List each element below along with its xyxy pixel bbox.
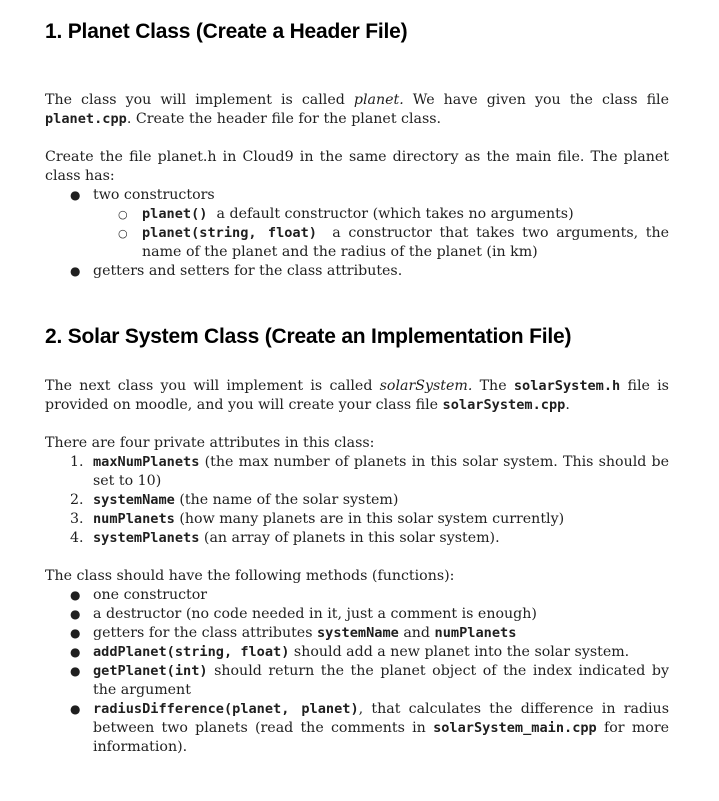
list-item <box>45 624 669 643</box>
attributes-intro: There are four private attributes in this class: <box>45 435 375 451</box>
list-item-text: getters and setters for the class attributes. <box>93 263 403 279</box>
methods-list <box>45 586 669 757</box>
text: (an array of planets in this solar system). <box>199 530 500 546</box>
list-item <box>45 510 669 529</box>
text: for more information). <box>93 720 669 755</box>
section1-create-paragraph: Create the file planet.h in Cloud9 in the same directory as the main file. The planet class has: <box>45 149 669 184</box>
text: getters for the class attributes <box>93 625 317 641</box>
bullet-icon: ● <box>70 645 81 659</box>
list-item-text <box>93 453 669 491</box>
list-item-text: two constructors <box>93 187 215 203</box>
bullet-icon: ● <box>70 626 81 640</box>
bullet-icon: ● <box>70 188 81 202</box>
planet-features-list <box>45 186 669 281</box>
text: should return the the planet object of the index indicated by the argument <box>93 663 669 698</box>
text: , that calculates the difference in radius between two planets (read the comments in <box>93 701 669 736</box>
list-number: 3. <box>70 511 84 527</box>
section1-intro-paragraph <box>45 91 669 129</box>
code: solarSystem_main.cpp <box>433 720 597 736</box>
list-item-text <box>93 529 669 548</box>
text: The <box>472 378 514 394</box>
text: file is provided on moodle, and you will create your class file <box>45 378 669 413</box>
section2-intro-paragraph <box>45 377 669 415</box>
list-item <box>45 186 669 205</box>
attributes-list <box>45 453 669 548</box>
list-item-text <box>93 643 669 662</box>
class-name-planet: planet. <box>353 92 404 108</box>
circle-bullet-icon: ○ <box>118 227 128 240</box>
code: systemName <box>316 625 399 641</box>
list-item <box>45 262 669 281</box>
list-item-text <box>142 224 669 262</box>
sub-list-item <box>45 205 669 224</box>
attr-name: maxNumPlanets <box>93 454 200 470</box>
list-number: 2. <box>70 492 84 508</box>
list-item <box>45 453 669 491</box>
list-item-text <box>93 624 669 643</box>
section1-heading: 1. Planet Class (Create a Header File) <box>45 20 408 43</box>
list-item <box>45 662 669 700</box>
list-number: 1. <box>70 454 84 470</box>
code-planet-default: planet() <box>142 206 208 222</box>
attr-name: systemName <box>93 492 175 508</box>
text: . Create the header file for the planet class. <box>126 111 442 127</box>
list-item <box>45 643 669 662</box>
text: (how many planets are in this solar system currently) <box>174 511 565 527</box>
bullet-icon: ● <box>70 664 81 678</box>
text: a default constructor (which takes no arguments) <box>216 206 574 222</box>
list-item-text <box>93 491 669 510</box>
code-planet-ctor: planet(string, float) <box>142 225 317 241</box>
sub-list-item <box>45 224 669 262</box>
list-item <box>45 605 669 624</box>
filename-solarsystem-cpp: solarSystem.cpp <box>442 397 566 413</box>
filename-planet-cpp: planet.cpp <box>45 111 127 127</box>
list-item-text <box>142 205 669 224</box>
list-item <box>45 586 669 605</box>
bullet-icon: ● <box>70 702 81 716</box>
attr-name: systemPlanets <box>93 530 200 546</box>
bullet-icon: ● <box>70 607 81 621</box>
text: and <box>398 625 435 641</box>
text: The next class you will implement is called <box>45 378 380 394</box>
list-item-text <box>93 510 669 529</box>
bullet-icon: ● <box>70 264 81 278</box>
list-item-text: one constructor <box>93 587 208 603</box>
section2-heading: 2. Solar System Class (Create an Implementation File) <box>45 325 572 348</box>
code: numPlanets <box>434 625 517 641</box>
text: (the name of the solar system) <box>174 492 399 508</box>
text: . <box>565 397 570 413</box>
list-item <box>45 700 669 757</box>
text: The class you will implement is called <box>45 92 354 108</box>
code: radiusDifference(planet, planet) <box>93 701 359 717</box>
circle-bullet-icon: ○ <box>118 208 128 221</box>
text: We have given you the class file <box>403 92 669 108</box>
list-item-text <box>93 700 669 757</box>
code: getPlanet(int) <box>93 663 208 679</box>
list-item <box>45 491 669 510</box>
class-name-solarsystem: solarSystem. <box>379 378 473 394</box>
bullet-icon: ● <box>70 588 81 602</box>
attr-name: numPlanets <box>93 511 175 527</box>
text: should add a new planet into the solar system. <box>289 644 630 660</box>
text: (the max number of planets in this solar system. This should be set to 10) <box>93 454 669 489</box>
list-item <box>45 529 669 548</box>
code: addPlanet(string, float) <box>93 644 290 660</box>
filename-solarsystem-h: solarSystem.h <box>513 378 621 394</box>
text: a constructor that takes two arguments, the name of the planet and the radius of the planet (in km) <box>142 225 669 260</box>
list-number: 4. <box>70 530 84 546</box>
list-item-text <box>93 662 669 700</box>
methods-intro: The class should have the following methods (functions): <box>45 568 455 584</box>
list-item-text: a destructor (no code needed in it, just a comment is enough) <box>93 606 537 622</box>
